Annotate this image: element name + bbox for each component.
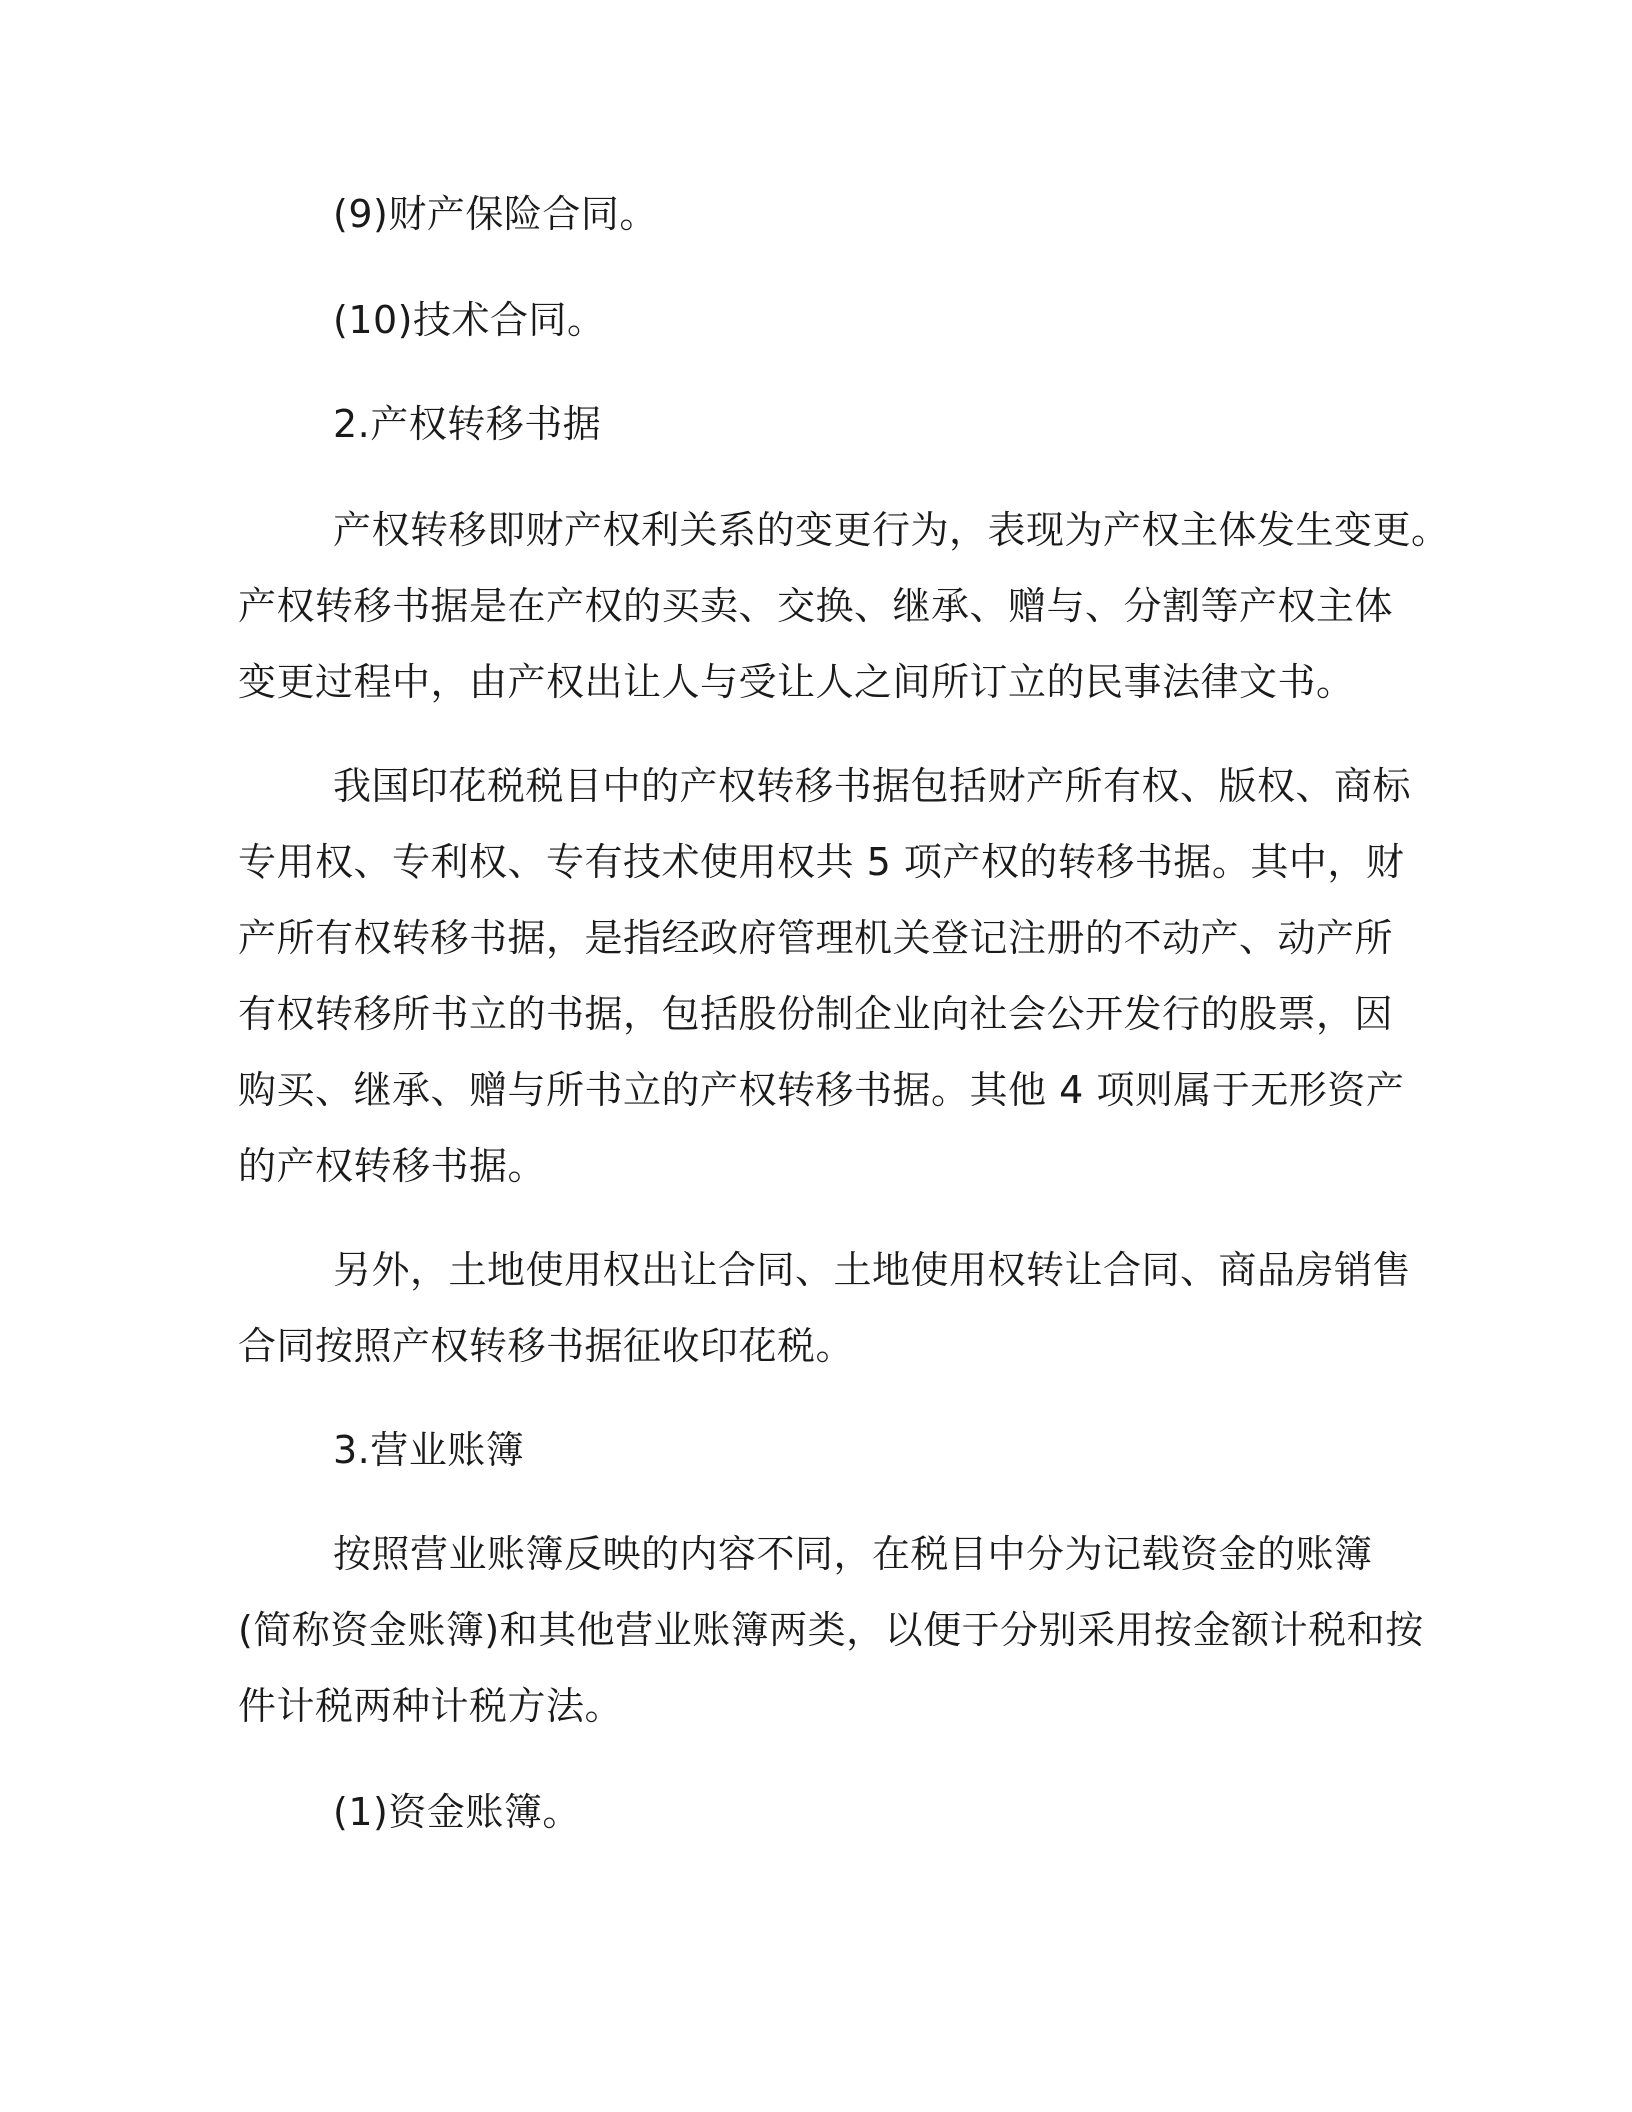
paragraph-line: 产所有权转移书据，是指经政府管理机关登记注册的不动产、动产所 (238, 916, 1394, 960)
paragraph-line: 有权转移所书立的书据，包括股份制企业向社会公开发行的股票，因 (238, 992, 1394, 1036)
list-item-10: (10)技术合同。 (333, 298, 606, 342)
paragraph-line: 产权转移书据是在产权的买卖、交换、继承、赠与、分割等产权主体 (238, 584, 1394, 628)
paragraph-line: 我国印花税税目中的产权转移书据包括财产所有权、版权、商标 (333, 764, 1412, 808)
paragraph-line: 购买、继承、赠与所书立的产权转移书据。其他 4 项则属于无形资产 (238, 1068, 1405, 1112)
paragraph-line: (简称资金账簿)和其他营业账簿两类，以便于分别采用按金额计税和按 (238, 1608, 1424, 1652)
paragraph-line: 的产权转移书据。 (238, 1144, 547, 1188)
paragraph-line: 产权转移即财产权利关系的变更行为，表现为产权主体发生变更。 (333, 508, 1450, 552)
paragraph-line: 另外，土地使用权出让合同、土地使用权转让合同、商品房销售 (333, 1248, 1412, 1292)
paragraph-line: 变更过程中，由产权出让人与受让人之间所订立的民事法律文书。 (238, 660, 1355, 704)
paragraph-line: 专用权、专利权、专有技术使用权共 5 项产权的转移书据。其中，财 (238, 840, 1405, 884)
section-heading-2: 2.产权转移书据 (333, 402, 602, 446)
paragraph-line: 合同按照产权转移书据征收印花税。 (238, 1324, 855, 1368)
paragraph-line: 按照营业账簿反映的内容不同，在税目中分为记载资金的账簿 (333, 1532, 1373, 1576)
paragraph-line: 件计税两种计税方法。 (238, 1684, 624, 1728)
list-item-1: (1)资金账簿。 (333, 1790, 581, 1834)
section-heading-3: 3.营业账簿 (333, 1428, 525, 1472)
list-item-9: (9)财产保险合同。 (333, 192, 658, 236)
